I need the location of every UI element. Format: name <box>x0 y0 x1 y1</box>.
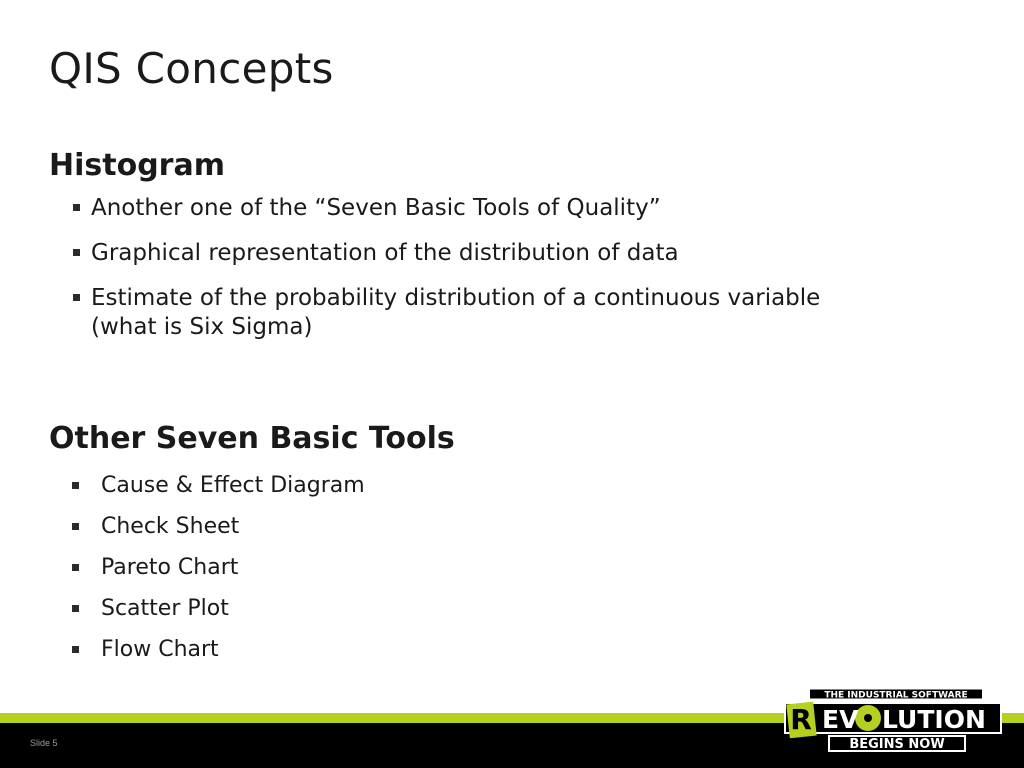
bullet-text: Estimate of the probability distribution of a continuous variable (what is Six Sigma) <box>91 285 821 340</box>
svg-text:LUTION: LUTION <box>882 705 986 734</box>
list-item <box>49 471 749 500</box>
section-heading: Other Seven Basic Tools <box>49 421 455 456</box>
square-bullet-icon <box>73 294 80 301</box>
square-bullet-icon <box>72 605 79 612</box>
square-bullet-icon <box>72 523 79 530</box>
section-histogram <box>49 148 949 342</box>
bullet-list <box>49 471 749 664</box>
bullet-text: Check Sheet <box>101 514 240 539</box>
bullet-text: Another one of the “Seven Basic Tools of Quality” <box>91 195 661 221</box>
bullet-text: Graphical representation of the distribution of data <box>91 240 679 266</box>
section-other-tools <box>49 421 749 664</box>
svg-text:R: R <box>790 703 812 736</box>
bullet-text: Cause & Effect Diagram <box>101 473 365 498</box>
bullet-text: Flow Chart <box>101 637 219 662</box>
list-item <box>49 194 949 223</box>
bullet-list <box>49 194 949 342</box>
square-bullet-icon <box>72 646 79 653</box>
bullet-text: Pareto Chart <box>101 555 239 580</box>
svg-text:EV: EV <box>822 705 859 734</box>
list-item <box>49 512 749 541</box>
logo-top-text: THE INDUSTRIAL SOFTWARE <box>824 690 968 701</box>
square-bullet-icon <box>72 482 79 489</box>
slide-number: Slide 5 <box>30 738 58 748</box>
square-bullet-icon <box>73 204 80 211</box>
section-heading: Histogram <box>49 148 225 183</box>
logo-bottom-text: BEGINS NOW <box>849 737 945 752</box>
revolution-logo <box>784 688 1004 754</box>
square-bullet-icon <box>72 564 79 571</box>
list-item <box>49 239 949 268</box>
bullet-text: Scatter Plot <box>101 596 229 621</box>
slide-title: QIS Concepts <box>49 44 334 93</box>
list-item <box>49 594 749 623</box>
list-item <box>49 635 749 664</box>
square-bullet-icon <box>73 249 80 256</box>
list-item <box>49 284 891 342</box>
list-item <box>49 553 749 582</box>
